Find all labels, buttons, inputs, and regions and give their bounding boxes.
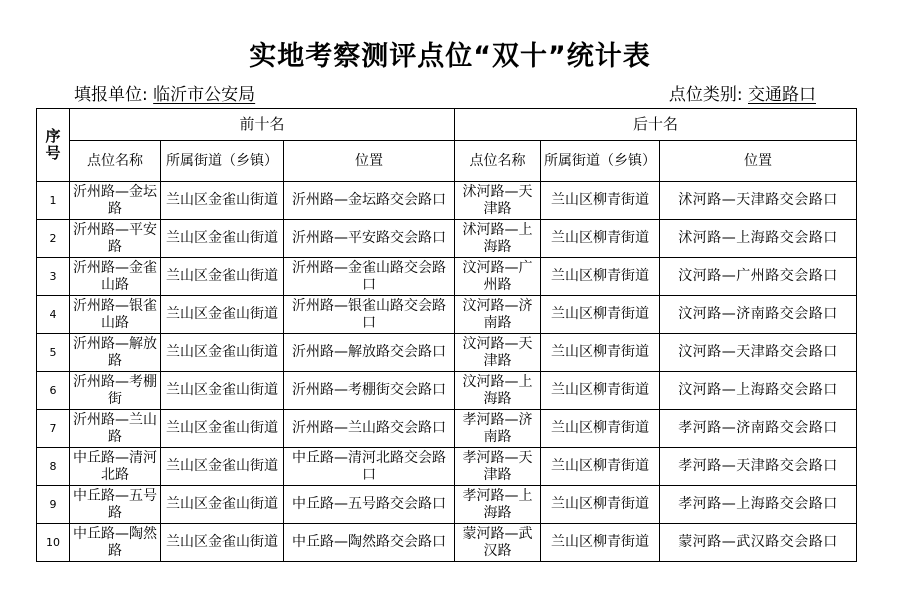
back-location: 孝河路—济南路交会路口 xyxy=(660,410,857,448)
table-row xyxy=(37,182,857,220)
header-row-groups xyxy=(37,109,857,141)
header-row-columns xyxy=(37,141,857,182)
back-site-name: 孝河路—济南路 xyxy=(455,410,541,448)
table-row xyxy=(37,448,857,486)
back-site-name: 沭河路—上海路 xyxy=(455,220,541,258)
site-category xyxy=(669,80,816,105)
front-site-name: 沂州路—兰山路 xyxy=(70,410,161,448)
back-site-name: 汶河路—广州路 xyxy=(455,258,541,296)
front-site-name: 沂州路—银雀山路 xyxy=(70,296,161,334)
table-row xyxy=(37,524,857,562)
header-back-location: 位置 xyxy=(660,141,857,182)
front-street: 兰山区金雀山街道 xyxy=(161,524,284,562)
back-street: 兰山区柳青街道 xyxy=(541,296,660,334)
row-seq: 2 xyxy=(37,220,70,258)
table-row xyxy=(37,296,857,334)
back-location: 孝河路—天津路交会路口 xyxy=(660,448,857,486)
site-category-value: 交通路口 xyxy=(748,85,816,105)
header-front-street: 所属街道（乡镇） xyxy=(161,141,284,182)
back-location: 汶河路—济南路交会路口 xyxy=(660,296,857,334)
front-street: 兰山区金雀山街道 xyxy=(161,258,284,296)
front-street: 兰山区金雀山街道 xyxy=(161,296,284,334)
front-site-name: 沂州路—解放路 xyxy=(70,334,161,372)
back-location: 汶河路—广州路交会路口 xyxy=(660,258,857,296)
back-site-name: 孝河路—天津路 xyxy=(455,448,541,486)
back-street: 兰山区柳青街道 xyxy=(541,486,660,524)
back-location: 蒙河路—武汉路交会路口 xyxy=(660,524,857,562)
front-site-name: 沂州路—金坛路 xyxy=(70,182,161,220)
reporting-unit xyxy=(74,80,255,105)
header-front-name: 点位名称 xyxy=(70,141,161,182)
row-seq: 3 xyxy=(37,258,70,296)
header-front-location: 位置 xyxy=(284,141,455,182)
front-street: 兰山区金雀山街道 xyxy=(161,486,284,524)
row-seq: 4 xyxy=(37,296,70,334)
row-seq: 6 xyxy=(37,372,70,410)
page-title: 实地考察测评点位“双十”统计表 xyxy=(249,41,651,72)
table-row xyxy=(37,258,857,296)
front-location: 沂州路—金雀山路交会路口 xyxy=(284,258,455,296)
front-site-name: 沂州路—平安路 xyxy=(70,220,161,258)
back-street: 兰山区柳青街道 xyxy=(541,182,660,220)
back-site-name: 汶河路—济南路 xyxy=(455,296,541,334)
front-location: 中丘路—清河北路交会路口 xyxy=(284,448,455,486)
reporting-unit-label: 填报单位: xyxy=(74,85,148,105)
front-site-name: 中丘路—陶然路 xyxy=(70,524,161,562)
back-location: 汶河路—上海路交会路口 xyxy=(660,372,857,410)
site-category-label: 点位类别: xyxy=(668,85,743,105)
row-seq: 1 xyxy=(37,182,70,220)
back-location: 沭河路—上海路交会路口 xyxy=(660,220,857,258)
header-seq: 序号 xyxy=(37,109,70,182)
back-location: 孝河路—上海路交会路口 xyxy=(660,486,857,524)
back-street: 兰山区柳青街道 xyxy=(541,410,660,448)
row-seq: 8 xyxy=(37,448,70,486)
front-street: 兰山区金雀山街道 xyxy=(161,220,284,258)
back-site-name: 汶河路—天津路 xyxy=(455,334,541,372)
back-street: 兰山区柳青街道 xyxy=(541,372,660,410)
table-row xyxy=(37,334,857,372)
front-site-name: 沂州路—考棚街 xyxy=(70,372,161,410)
front-street: 兰山区金雀山街道 xyxy=(161,182,284,220)
row-seq: 5 xyxy=(37,334,70,372)
row-seq: 10 xyxy=(37,524,70,562)
row-seq: 9 xyxy=(37,486,70,524)
back-location: 沭河路—天津路交会路口 xyxy=(660,182,857,220)
reporting-unit-value: 临沂市公安局 xyxy=(153,85,256,105)
front-location: 中丘路—陶然路交会路口 xyxy=(284,524,455,562)
front-site-name: 中丘路—五号路 xyxy=(70,486,161,524)
back-street: 兰山区柳青街道 xyxy=(541,334,660,372)
front-site-name: 中丘路—清河北路 xyxy=(70,448,161,486)
header-back-ten: 后十名 xyxy=(455,109,857,141)
header-back-street: 所属街道（乡镇） xyxy=(541,141,660,182)
front-location: 中丘路—五号路交会路口 xyxy=(284,486,455,524)
statistics-table xyxy=(36,108,857,562)
front-site-name: 沂州路—金雀山路 xyxy=(70,258,161,296)
table-row xyxy=(37,220,857,258)
back-site-name: 孝河路—上海路 xyxy=(455,486,541,524)
back-location: 汶河路—天津路交会路口 xyxy=(660,334,857,372)
front-location: 沂州路—考棚街交会路口 xyxy=(284,372,455,410)
front-location: 沂州路—平安路交会路口 xyxy=(284,220,455,258)
front-street: 兰山区金雀山街道 xyxy=(161,410,284,448)
front-location: 沂州路—兰山路交会路口 xyxy=(284,410,455,448)
back-site-name: 汶河路—上海路 xyxy=(455,372,541,410)
header-front-ten: 前十名 xyxy=(70,109,455,141)
table-row xyxy=(37,372,857,410)
table-row xyxy=(37,486,857,524)
front-location: 沂州路—银雀山路交会路口 xyxy=(284,296,455,334)
table-row xyxy=(37,410,857,448)
back-street: 兰山区柳青街道 xyxy=(541,524,660,562)
front-location: 沂州路—金坛路交会路口 xyxy=(284,182,455,220)
front-street: 兰山区金雀山街道 xyxy=(161,334,284,372)
front-location: 沂州路—解放路交会路口 xyxy=(284,334,455,372)
back-street: 兰山区柳青街道 xyxy=(541,258,660,296)
header-back-name: 点位名称 xyxy=(455,141,541,182)
back-street: 兰山区柳青街道 xyxy=(541,220,660,258)
front-street: 兰山区金雀山街道 xyxy=(161,448,284,486)
back-site-name: 沭河路—天津路 xyxy=(455,182,541,220)
front-street: 兰山区金雀山街道 xyxy=(161,372,284,410)
row-seq: 7 xyxy=(37,410,70,448)
back-street: 兰山区柳青街道 xyxy=(541,448,660,486)
back-site-name: 蒙河路—武汉路 xyxy=(455,524,541,562)
